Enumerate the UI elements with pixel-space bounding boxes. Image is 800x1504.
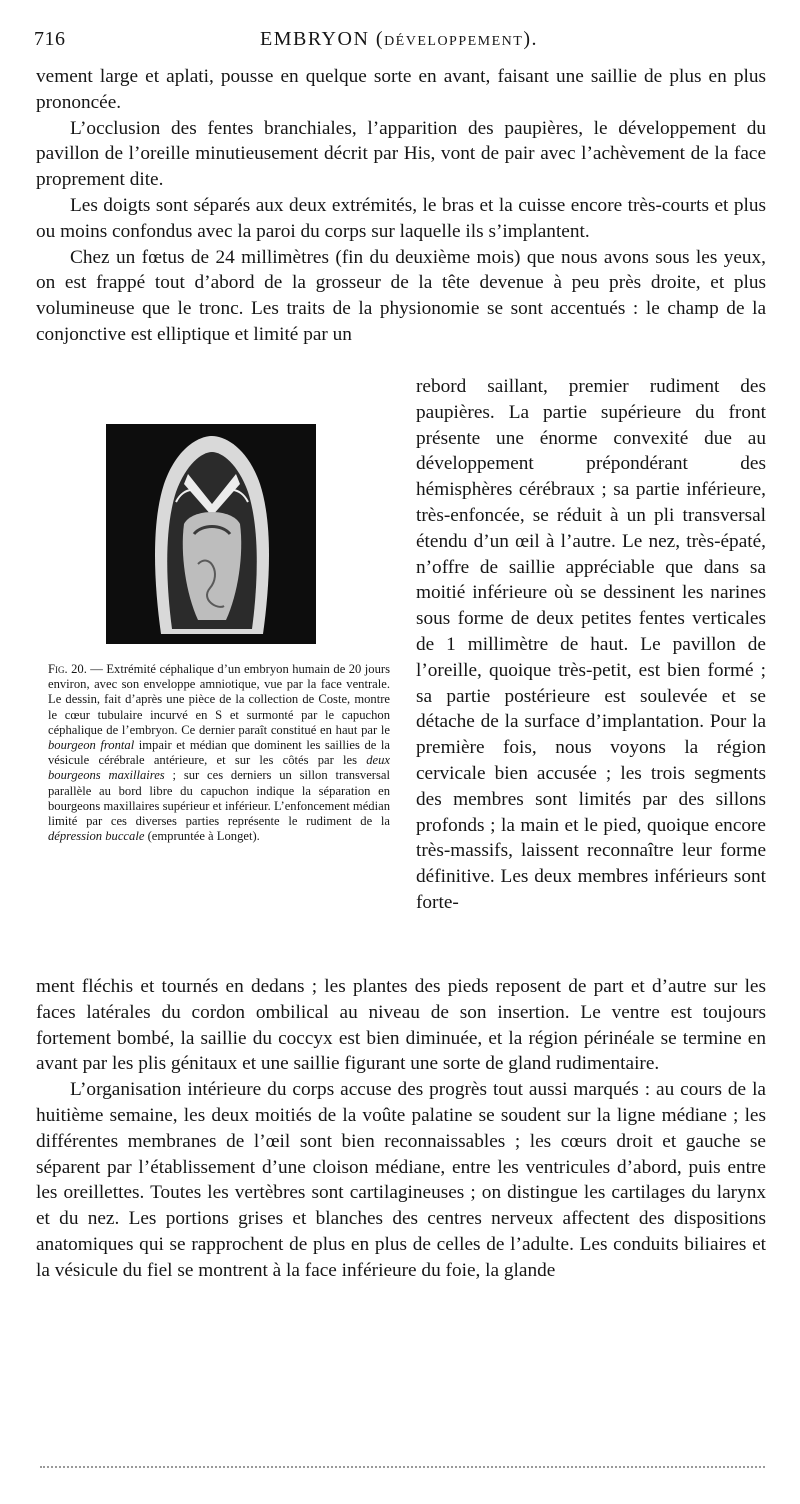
paragraph-1: vement large et aplati, pousse en quelque sorte en avant, faisant une saillie de plus en plus prononcée. [36, 66, 766, 113]
embryo-head-illustration [106, 424, 316, 644]
text-block-bottom [36, 974, 766, 1284]
caption-part-3: ; sur ces derniers un sillon transversal parallèle au bord libre du capuchon indique la séparation en bourgeons maxillaires supérieur et inférieur. L’enfoncement médian limité par ces diverses parties représente le rudiment de la [48, 768, 390, 829]
page-number: 716 [34, 28, 66, 50]
page-header [34, 28, 764, 56]
text-column-beside-figure [416, 374, 766, 916]
running-head-main: EMBRYON ( [259, 28, 385, 50]
caption-part-1: — Extrémité céphalique d’un embryon humain de 20 jours environ, avec son enveloppe amniotique, vue par la face ventrale. Le dessin, fait d’après une pièce de la collection de Coste, montre le cœur tubulaire incurvé en S et surmonté par le capuchon céphalique de l’embryon. Ce dernier paraît constitué en haut par le [48, 662, 390, 737]
paragraph-4-start: Chez un fœtus de 24 millimètres (fin du deuxième mois) que nous avons sous les yeux, on est frappé tout d’abord de la grosseur de la tête devenue à peu près droite, et plus volumineuse que le tronc. Les traits de la physionomie se sont accentués : le champ de la conjonctive est elliptique et limité par un [36, 246, 766, 345]
paragraph-5: L’organisation intérieure du corps accuse des progrès tout aussi marqués : au cours de la huitième semaine, les deux moitiés de la voûte palatine se soudent sur la ligne médiane ; les différentes membranes de l’œil sont bien reconnaissables ; les cœurs droit et gauche se séparent par l’établissement d’une cloison médiane, entre les ventricules d’abord, puis entre les oreillettes. Toutes les vertèbres sont cartilagineuses ; on distingue les cartilages du larynx et du nez. Les portions grises et blanches des centres nerveux affectent des dispositions anatomiques qui se rapprochent de plus en plus de celles de l’adulte. Les conduits biliaires et la vésicule du fiel se montrent à la face inférieure du foie, la glande [36, 1079, 766, 1281]
running-head [34, 28, 764, 51]
running-head-sub: DÉVELOPPEMENT [384, 34, 524, 49]
paragraph-3: Les doigts sont séparés aux deux extrémités, le bras et la cuisse encore très-courts et plus ou moins confondus avec la paroi du corps sur laquelle ils s’implantent. [36, 194, 766, 242]
caption-italic-2: deux bourgeons maxillaires [48, 753, 390, 783]
caption-part-2: impair et médian que dominent les saillies de la vésicule cérébrale antérieure, et sur les côtés par les [48, 738, 390, 768]
figure-20-engraving [106, 424, 316, 644]
paragraph-4-end: ment fléchis et tournés en dedans ; les plantes des pieds reposent de part et d’autre sur les faces latérales du cordon ombilical au niveau de son insertion. Le ventre est toujours fortement bombé, la saillie du coccyx est bien diminuée, et la région périnéale se termine en avant par les plis génitaux et une saillie figurant une sorte de gland rudimentaire. [36, 976, 766, 1075]
paragraph-4-wrap: rebord saillant, premier rudiment des paupières. La partie supérieure du front présente une énorme convexité due au développement prépondérant des hémisphères cérébraux ; sa partie inférieure, très-enfoncée, se réduit à un pli transversal étendu d’un œil à l’autre. Le nez, très-épaté, n’offre de saillie appréciable que dans sa moitié inférieure où se dessinent les narines sous forme de deux petites fentes verticales de 1 millimètre de haut. Le pavillon de l’oreille, quoique très-petit, est bien formé ; sa partie postérieure est soulevée et se détache de la surface d’implantation. Pour la première fois, nous voyons la région cervicale bien accusée ; les trois segments des membres sont limités par des sillons profonds ; la main et le pied, quoique encore très-massifs, laissent reconnaître leur forme définitive. Les deux membres inférieurs sont forte- [416, 376, 766, 913]
figure-caption [48, 662, 390, 844]
footer-rule [40, 1466, 765, 1468]
caption-lead: Fig. 20. [48, 662, 87, 676]
caption-part-4: (empruntée à Longet). [144, 829, 260, 844]
text-block-top [36, 64, 766, 348]
caption-italic-1: bourgeon frontal [48, 738, 135, 753]
running-head-end: ). [523, 28, 539, 50]
paragraph-2: L’occlusion des fentes branchiales, l’apparition des paupières, le développement du pavillon de l’oreille minutieusement décrit par His, vont de pair avec l’achèvement de la face proprement dite. [36, 117, 766, 191]
caption-italic-3: dépression buccale [48, 829, 145, 844]
